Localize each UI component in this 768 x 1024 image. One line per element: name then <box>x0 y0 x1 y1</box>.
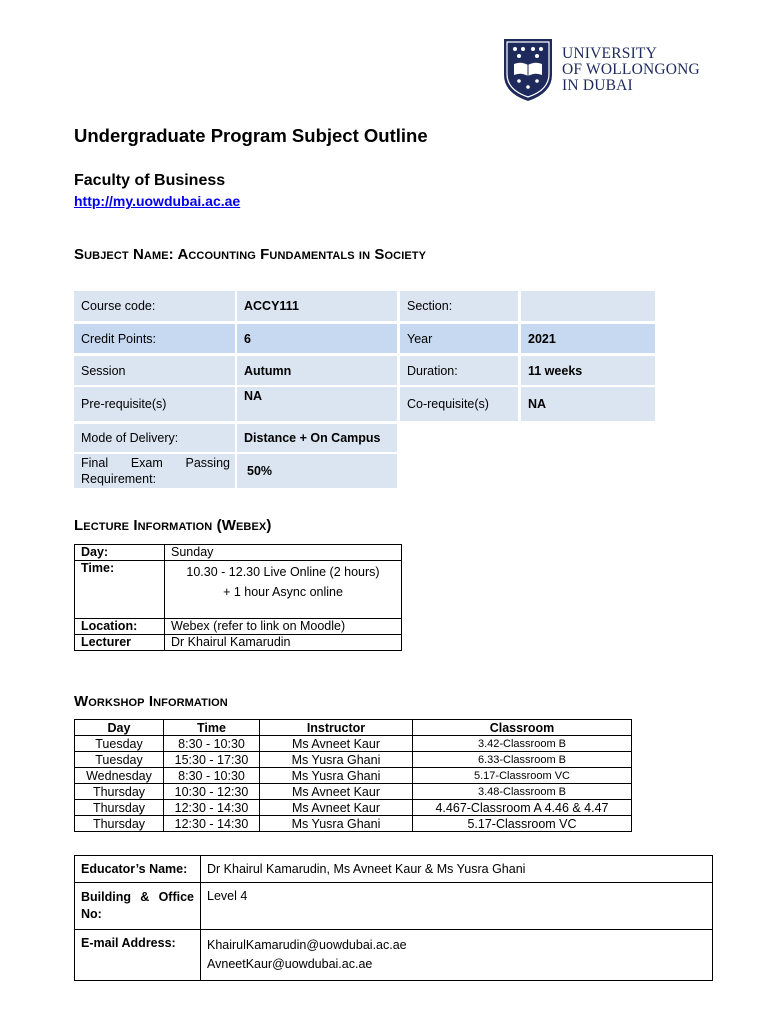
university-logo <box>502 36 714 104</box>
lecturer-value: Dr Khairul Kamarudin <box>165 635 402 651</box>
section-value <box>521 291 655 321</box>
workshop-classroom: 3.48-Classroom B <box>413 784 632 800</box>
crest-icon <box>502 37 554 103</box>
workshop-row <box>75 784 632 800</box>
lecture-day-value: Sunday <box>165 545 402 561</box>
workshop-row <box>75 816 632 832</box>
workshop-row <box>75 736 632 752</box>
session-label: Session <box>74 356 235 385</box>
lecture-time-line-1: 10.30 - 12.30 Live Online (2 hours) <box>186 565 380 579</box>
lecture-time-label: Time: <box>75 561 165 619</box>
workshop-classroom: 4.467-Classroom A 4.46 & 4.47 <box>413 800 632 816</box>
year-label: Year <box>400 324 518 353</box>
workshop-classroom: 6.33-Classroom B <box>413 752 632 768</box>
exam-label-line-2: Requirement: <box>81 472 157 486</box>
logo-line-2: OF WOLLONGONG <box>562 61 700 78</box>
email-khairul[interactable]: KhairulKamarudin@uowdubai.ac.ae <box>207 938 407 952</box>
exam-requirement-value: 50% <box>237 454 397 488</box>
workshop-header-day: Day <box>75 720 164 736</box>
lecture-location-label: Location: <box>75 619 165 635</box>
workshop-time: 8:30 - 10:30 <box>164 736 260 752</box>
educator-name-row <box>75 856 713 883</box>
duration-label: Duration: <box>400 356 518 385</box>
lecture-location-row <box>75 619 402 635</box>
lecture-day-row <box>75 545 402 561</box>
educator-name-value: Dr Khairul Kamarudin, Ms Avneet Kaur & Ms Yusra Ghani <box>201 856 713 883</box>
prerequisite-value: NA <box>237 387 397 421</box>
page-title: Undergraduate Program Subject Outline <box>74 125 428 146</box>
lecture-location-value: Webex (refer to link on Moodle) <box>165 619 402 635</box>
workshop-day: Tuesday <box>75 736 164 752</box>
workshop-heading: Workshop Information <box>74 693 228 710</box>
corequisite-label: Co-requisite(s) <box>400 387 518 421</box>
workshop-header-instructor: Instructor <box>260 720 413 736</box>
educator-name-label: Educator’s Name: <box>75 856 201 883</box>
workshop-day: Thursday <box>75 800 164 816</box>
credit-points-label: Credit Points: <box>74 324 235 353</box>
educator-office-row <box>75 883 713 930</box>
workshop-table <box>74 719 632 832</box>
workshop-day: Thursday <box>75 784 164 800</box>
workshop-day: Thursday <box>75 816 164 832</box>
lecture-table <box>74 544 402 651</box>
lecture-time-line-2: + 1 hour Async online <box>223 585 343 599</box>
workshop-instructor: Ms Yusra Ghani <box>260 752 413 768</box>
workshop-time: 12:30 - 14:30 <box>164 800 260 816</box>
corequisite-value: NA <box>521 387 655 421</box>
workshop-instructor: Ms Yusra Ghani <box>260 768 413 784</box>
workshop-row <box>75 800 632 816</box>
educator-office-label <box>75 883 201 930</box>
lecturer-label: Lecturer <box>75 635 165 651</box>
workshop-row <box>75 752 632 768</box>
faculty-name: Faculty of Business <box>74 172 226 189</box>
year-value: 2021 <box>521 324 655 353</box>
workshop-header-time: Time <box>164 720 260 736</box>
workshop-row <box>75 768 632 784</box>
educator-email-label: E-mail Address: <box>75 930 201 981</box>
subject-heading: Subject Name: Accounting Fundamentals in Society <box>74 246 427 263</box>
faculty-link[interactable]: http://my.uowdubai.ac.ae <box>74 193 241 209</box>
workshop-header-classroom: Classroom <box>413 720 632 736</box>
educator-email-row <box>75 930 713 981</box>
workshop-day: Tuesday <box>75 752 164 768</box>
workshop-instructor: Ms Avneet Kaur <box>260 800 413 816</box>
lecture-time-row <box>75 561 402 619</box>
exam-label-line-1: Final Exam Passing <box>81 456 230 470</box>
workshop-classroom: 5.17-Classroom VC <box>413 816 632 832</box>
logo-line-3: IN DUBAI <box>562 77 633 94</box>
workshop-instructor: Ms Avneet Kaur <box>260 736 413 752</box>
workshop-time: 10:30 - 12:30 <box>164 784 260 800</box>
workshop-instructor: Ms Yusra Ghani <box>260 816 413 832</box>
educator-office-value: Level 4 <box>201 883 713 930</box>
office-label-text: Building & Office No: <box>81 890 194 921</box>
workshop-day: Wednesday <box>75 768 164 784</box>
workshop-classroom: 3.42-Classroom B <box>413 736 632 752</box>
course-code-label: Course code: <box>74 291 235 321</box>
workshop-time: 15:30 - 17:30 <box>164 752 260 768</box>
mode-of-delivery-value: Distance + On Campus <box>237 424 397 452</box>
duration-value: 11 weeks <box>521 356 655 385</box>
exam-requirement-label <box>74 454 235 488</box>
lecture-time-value <box>165 561 402 619</box>
educator-table <box>74 855 713 981</box>
section-label: Section: <box>400 291 518 321</box>
course-code-value: ACCY111 <box>237 291 397 321</box>
email-avneet[interactable]: AvneetKaur@uowdubai.ac.ae <box>207 957 373 971</box>
workshop-instructor: Ms Avneet Kaur <box>260 784 413 800</box>
educator-email-value <box>201 930 713 981</box>
lecturer-row <box>75 635 402 651</box>
workshop-time: 8:30 - 10:30 <box>164 768 260 784</box>
logo-line-1: UNIVERSITY <box>562 45 657 62</box>
lecture-heading: Lecture Information (Webex) <box>74 517 272 534</box>
session-value: Autumn <box>237 356 397 385</box>
mode-of-delivery-label: Mode of Delivery: <box>74 424 235 452</box>
lecture-day-label: Day: <box>75 545 165 561</box>
prerequisite-label: Pre-requisite(s) <box>74 387 235 421</box>
credit-points-value: 6 <box>237 324 397 353</box>
workshop-header-row <box>75 720 632 736</box>
workshop-classroom: 5.17-Classroom VC <box>413 768 632 784</box>
workshop-time: 12:30 - 14:30 <box>164 816 260 832</box>
